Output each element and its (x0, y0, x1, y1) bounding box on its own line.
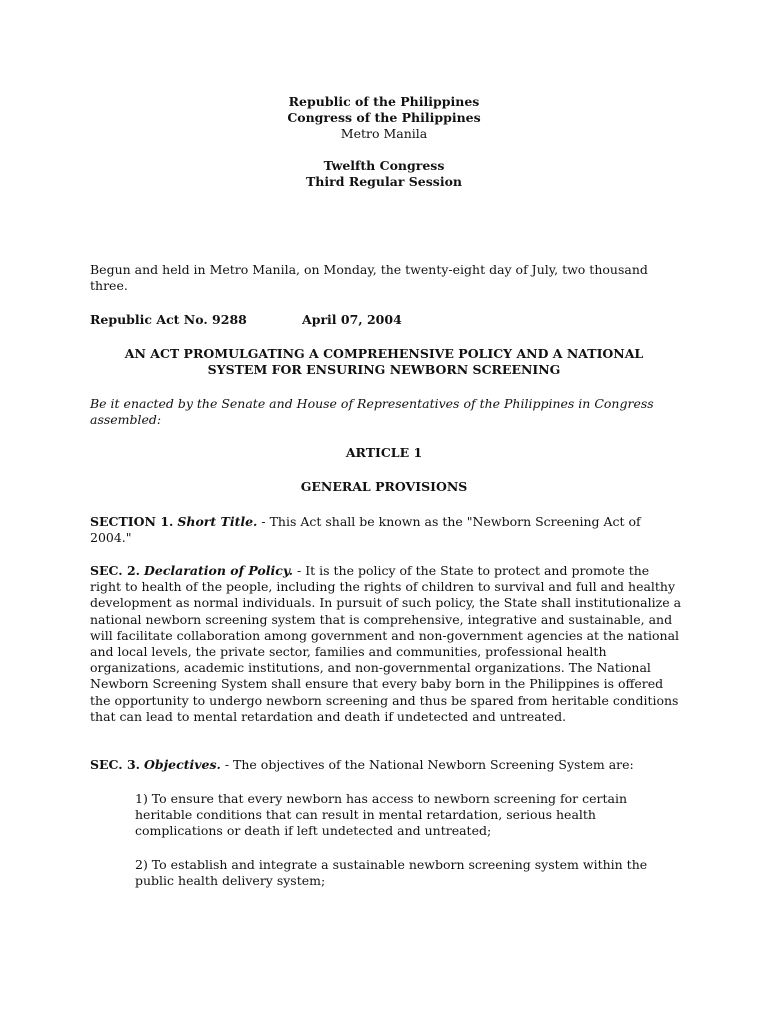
header-congress: Congress of the Philippines (287, 110, 481, 125)
section-2-title: Declaration of Policy. (144, 563, 294, 578)
header-location: Metro Manila (340, 126, 428, 141)
section-2-text: - It is the policy of the State to protect and promote the right to health of the people, including the rights of children to survival and full and healthy development as normal individuals. In pursuit of such policy, the State shall institutionalize a national newborn screening system that is comprehensive, integrative and sustainable, and will facilitate collaboration among government and non-government agencies at the national and local levels, the private sector, families and communities, professional health organizations, academic institutions, and non-governmental organizations. The National Newborn Screening System shall ensure that every baby born in the Philippines is offered the opportunity to undergo newborn screening and thus be spared from heritable conditions that can lead to mental retardation and death if undetected and untreated. (90, 563, 682, 724)
section-1-label: SECTION 1. (90, 514, 174, 529)
article-number: ARTICLE 1 (345, 445, 423, 460)
header-republic: Republic of the Philippines (288, 94, 480, 109)
objective-item: 2) To establish and integrate a sustainable newborn screening system within the public health delivery system; (135, 857, 648, 889)
header-congress-number: Twelfth Congress (323, 158, 445, 173)
objective-item: 1) To ensure that every newborn has access to newborn screening for certain heritable conditions that can result in mental retardation, serious health complications or death if left undetected and untreated; (135, 791, 627, 839)
section-3 (90, 757, 684, 773)
section-1 (90, 514, 684, 546)
act-info (90, 312, 402, 328)
intro-paragraph: Begun and held in Metro Manila, on Monday, the twenty-eight day of July, two thousand three. (90, 262, 648, 294)
act-date: April 07, 2004 (302, 312, 402, 327)
act-number: Republic Act No. 9288 (90, 312, 247, 327)
section-1-title: Short Title. (177, 514, 258, 529)
act-title: AN ACT PROMULGATING A COMPREHENSIVE POLICY AND A NATIONAL SYSTEM FOR ENSURING NEWBORN SCREENING (124, 346, 644, 378)
enacting-clause: Be it enacted by the Senate and House of Representatives of the Philippines in Congress assembled: (90, 396, 654, 428)
section-3-title: Objectives. (144, 757, 221, 772)
document-header (0, 94, 768, 190)
section-3-text: - The objectives of the National Newborn Screening System are: (220, 757, 634, 772)
section-3-label: SEC. 3. (90, 757, 141, 772)
header-session: Third Regular Session (306, 174, 462, 189)
article-title: GENERAL PROVISIONS (300, 479, 468, 494)
section-2 (90, 563, 684, 725)
section-1-text: - This Act shall be known as the "Newborn Screening Act of 2004." (90, 514, 641, 546)
section-2-label: SEC. 2. (90, 563, 141, 578)
